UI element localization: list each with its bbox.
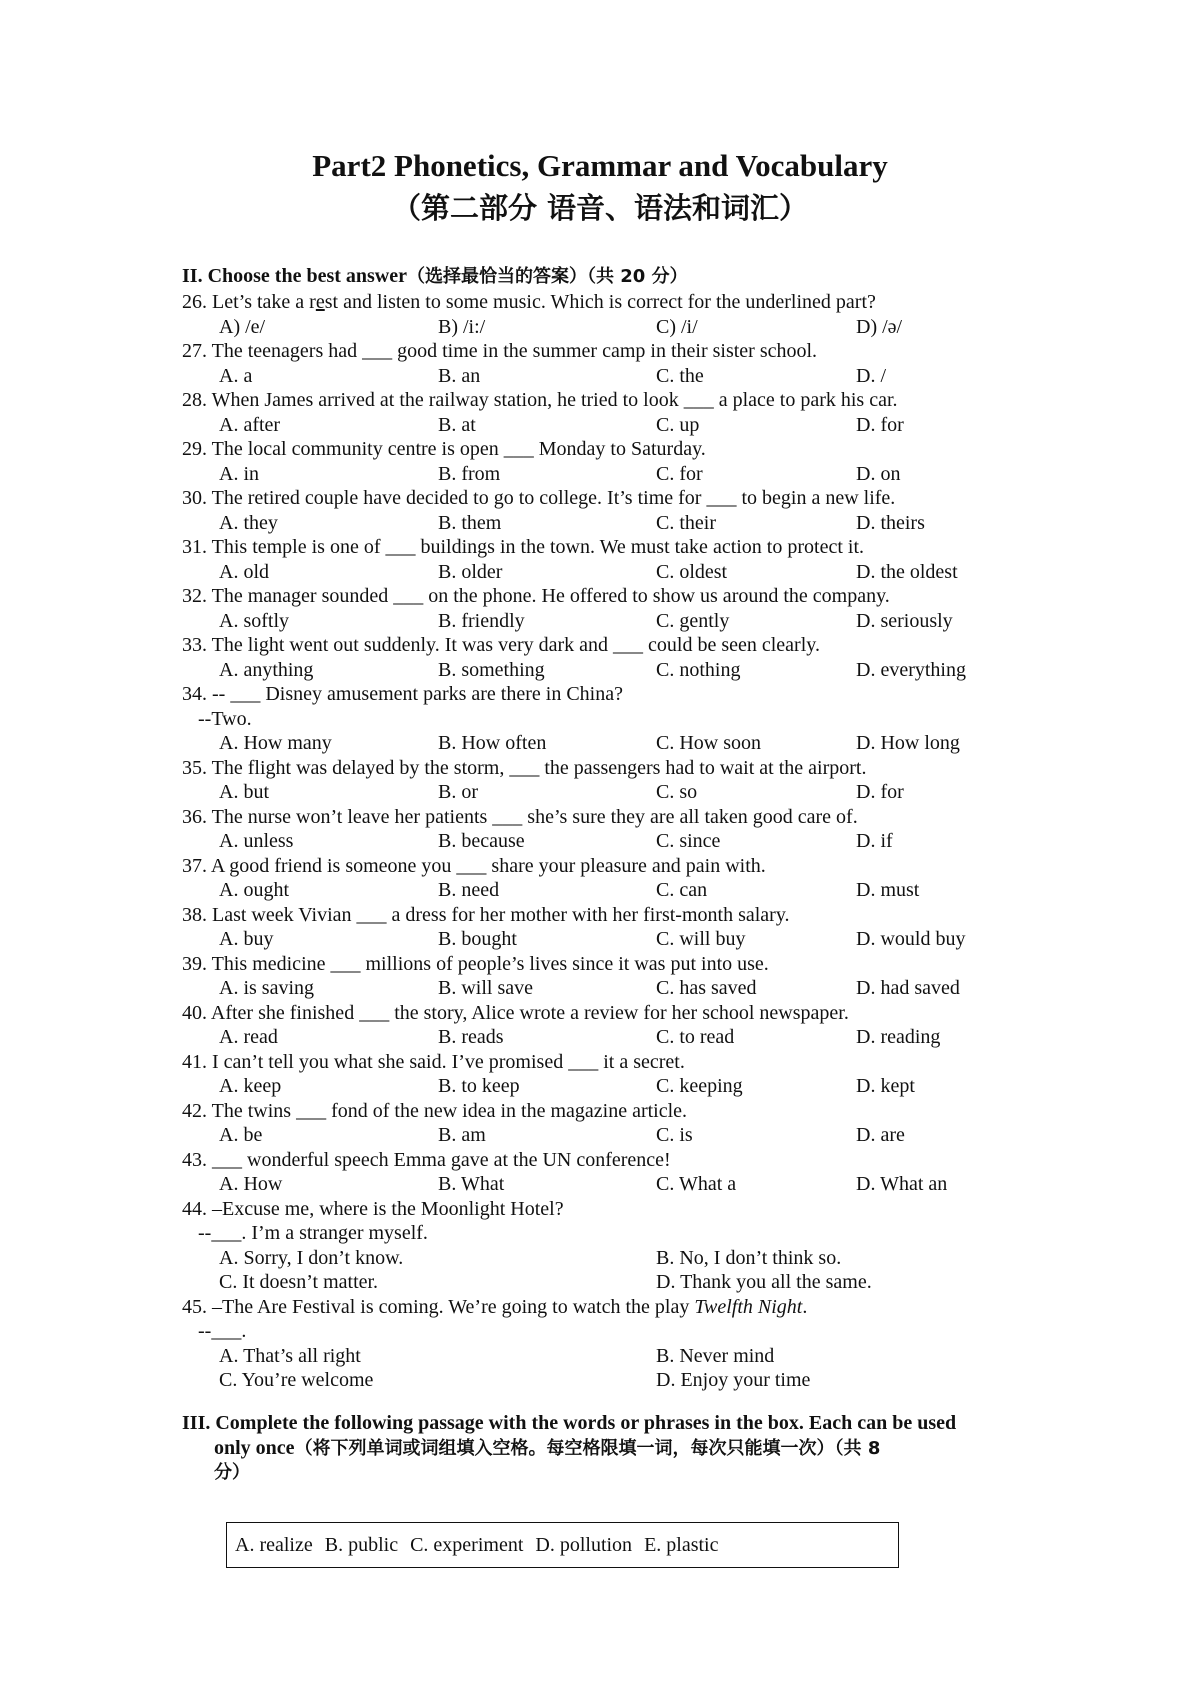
option: C. up bbox=[656, 413, 700, 436]
question-stem-text: 36. The nurse won’t leave her patients ___ she’s sure they are all taken good care of. bbox=[182, 805, 858, 828]
option-row bbox=[182, 462, 1042, 487]
section-2-heading bbox=[182, 264, 688, 290]
question-stem-text: 26. Let’s take a r bbox=[182, 291, 316, 313]
option: B. something bbox=[438, 658, 545, 681]
option: D. Enjoy your time bbox=[656, 1369, 811, 1391]
section-2-heading-en: II. Choose the best answer bbox=[182, 265, 407, 287]
question-stem bbox=[182, 903, 1042, 928]
play-title: Twelfth Night bbox=[694, 1295, 803, 1318]
question-stem bbox=[182, 1295, 1042, 1320]
option: D. are bbox=[856, 1124, 905, 1146]
option: B. will save bbox=[438, 977, 533, 999]
question-reply: --Two. bbox=[198, 707, 252, 730]
question-stem-text: 45. –The Are Festival is coming. We’re going to watch the play bbox=[182, 1295, 695, 1318]
option: A. a bbox=[219, 364, 253, 387]
question-stem-text: 34. -- ___ Disney amusement parks are there in China? bbox=[182, 683, 623, 705]
option: D. had saved bbox=[856, 977, 960, 999]
option: A) /e/ bbox=[219, 315, 266, 338]
option: B. because bbox=[438, 830, 525, 852]
page-title: Part2 Phonetics, Grammar and Vocabulary bbox=[312, 148, 888, 183]
option: B. older bbox=[438, 560, 503, 583]
option-row bbox=[182, 829, 1042, 854]
question-list bbox=[182, 290, 1042, 1393]
question-stem-text: 32. The manager sounded ___ on the phone. He offered to show us around the company. bbox=[182, 585, 890, 607]
option: D. everything bbox=[856, 658, 966, 681]
question-stem-text: 43. ___ wonderful speech Emma gave at the UN conference! bbox=[182, 1148, 671, 1171]
option: D. / bbox=[856, 364, 886, 387]
question-stem bbox=[182, 952, 1042, 977]
option: C. their bbox=[656, 511, 716, 534]
option: A. be bbox=[219, 1124, 263, 1146]
option: A. How bbox=[219, 1173, 283, 1195]
option-row bbox=[182, 413, 1042, 438]
word-box-item: E. plastic bbox=[644, 1534, 719, 1556]
option-row bbox=[182, 315, 1042, 340]
option: A. anything bbox=[219, 658, 314, 681]
option-row bbox=[182, 658, 1042, 683]
question-stem bbox=[182, 805, 1042, 830]
question-stem bbox=[182, 1197, 1042, 1222]
option: A. keep bbox=[219, 1075, 282, 1097]
question-stem bbox=[182, 486, 1042, 511]
option: A. That’s all right bbox=[219, 1344, 361, 1367]
option: A. unless bbox=[219, 830, 294, 852]
option: D. the oldest bbox=[856, 560, 958, 583]
question-stem-text: 29. The local community centre is open ___ Monday to Saturday. bbox=[182, 438, 706, 460]
option: D. Thank you all the same. bbox=[656, 1271, 872, 1293]
section-3-heading-en: III. Complete the following passage with the words or phrases in the box. Each can be used bbox=[182, 1412, 957, 1434]
option: A. ought bbox=[219, 879, 289, 901]
option: D. seriously bbox=[856, 609, 953, 632]
option: C. keeping bbox=[656, 1075, 743, 1097]
section-3-heading-only-once: only once bbox=[214, 1436, 295, 1459]
option: D. for bbox=[856, 413, 904, 436]
question-stem bbox=[182, 584, 1042, 609]
question-stem-end: . bbox=[802, 1295, 808, 1318]
option: D. must bbox=[856, 879, 920, 901]
option: B. What bbox=[438, 1173, 505, 1195]
option: A. read bbox=[219, 1026, 278, 1048]
question-stem bbox=[182, 682, 1042, 707]
underlined-letter: e bbox=[315, 291, 325, 313]
option: B. an bbox=[438, 364, 481, 387]
question-stem bbox=[182, 1148, 1042, 1173]
option-row bbox=[182, 1368, 1042, 1393]
option-row bbox=[182, 1246, 1042, 1271]
option-row bbox=[182, 364, 1042, 389]
question-stem bbox=[182, 1050, 1042, 1075]
question-stem bbox=[182, 854, 1042, 879]
question-stem bbox=[182, 633, 1042, 658]
option: C. How soon bbox=[656, 732, 762, 754]
option: A. they bbox=[219, 511, 278, 534]
question-stem-text: st and listen to some music. Which is correct for the underlined part? bbox=[324, 291, 876, 313]
option: B. them bbox=[438, 511, 502, 534]
option: B. or bbox=[438, 781, 478, 803]
word-box-item: A. realize bbox=[235, 1534, 313, 1556]
option: D. would buy bbox=[856, 928, 966, 950]
section-3-heading-cn: （将下列单词或词组填入空格。每空格限填一词，每次只能填一次）（共 8 bbox=[294, 1437, 881, 1459]
option: B. from bbox=[438, 462, 501, 485]
option: A. in bbox=[219, 462, 259, 485]
question-stem-text: 38. Last week Vivian ___ a dress for her mother with her first-month salary. bbox=[182, 903, 790, 926]
option: C) /i/ bbox=[656, 315, 698, 338]
option: A. old bbox=[219, 560, 269, 583]
option: A. buy bbox=[219, 928, 274, 950]
option: A. but bbox=[219, 781, 269, 803]
option: B. Never mind bbox=[656, 1344, 775, 1367]
option: D. if bbox=[856, 830, 893, 852]
option: D. for bbox=[856, 781, 904, 803]
option: D. theirs bbox=[856, 511, 925, 534]
option-row bbox=[182, 511, 1042, 536]
option: B) /i:/ bbox=[438, 315, 486, 338]
question-stem bbox=[182, 388, 1042, 413]
option-row bbox=[182, 878, 1042, 903]
option-row bbox=[182, 731, 1042, 756]
option-row bbox=[182, 927, 1042, 952]
question-stem bbox=[182, 437, 1042, 462]
option: D. How long bbox=[856, 732, 960, 754]
question-reply: --___. I’m a stranger myself. bbox=[198, 1222, 428, 1244]
question-stem-text: 44. –Excuse me, where is the Moonlight Hotel? bbox=[182, 1197, 564, 1220]
question-stem-text: 27. The teenagers had ___ good time in the summer camp in their sister school. bbox=[182, 340, 818, 362]
section-3-heading-cn-2: 分） bbox=[214, 1462, 250, 1483]
option: C. nothing bbox=[656, 658, 741, 681]
option-row bbox=[182, 780, 1042, 805]
option: D. reading bbox=[856, 1026, 941, 1048]
question-stem-text: 35. The flight was delayed by the storm, ___ the passengers had to wait at the airport. bbox=[182, 756, 867, 779]
word-box-item: B. public bbox=[324, 1534, 399, 1556]
option: A. is saving bbox=[219, 977, 314, 999]
option: C. for bbox=[656, 462, 703, 485]
option-row bbox=[182, 609, 1042, 634]
option: A. after bbox=[219, 413, 281, 436]
option: D. on bbox=[856, 462, 901, 485]
option-row bbox=[182, 1074, 1042, 1099]
question-stem-text: 33. The light went out suddenly. It was very dark and ___ could be seen clearly. bbox=[182, 634, 820, 656]
question-stem-text: 39. This medicine ___ millions of people’s lives since it was put into use. bbox=[182, 952, 769, 975]
option: C. oldest bbox=[656, 560, 728, 583]
word-box-item: D. pollution bbox=[535, 1534, 633, 1556]
word-box-item: C. experiment bbox=[410, 1534, 524, 1556]
option: C. has saved bbox=[656, 977, 757, 999]
question-stem bbox=[182, 290, 1042, 315]
option: B. reads bbox=[438, 1026, 504, 1048]
option: B. am bbox=[438, 1124, 486, 1146]
option: C. since bbox=[656, 830, 721, 852]
option: B. How often bbox=[438, 732, 547, 754]
option: B. bought bbox=[438, 928, 517, 950]
question-stem bbox=[182, 1001, 1042, 1026]
question-stem-text: 30. The retired couple have decided to go to college. It’s time for ___ to begin a new life. bbox=[182, 487, 896, 509]
option-row bbox=[182, 1344, 1042, 1369]
question-stem bbox=[182, 339, 1042, 364]
word-box bbox=[226, 1522, 899, 1568]
option: B. at bbox=[438, 413, 476, 436]
option: C. It doesn’t matter. bbox=[219, 1271, 379, 1293]
option-row bbox=[182, 1123, 1042, 1148]
option: C. gently bbox=[656, 609, 730, 632]
option: A. Sorry, I don’t know. bbox=[219, 1246, 404, 1269]
option: C. so bbox=[656, 781, 698, 803]
option-row bbox=[182, 1172, 1042, 1197]
option: B. friendly bbox=[438, 609, 525, 632]
option: D. What an bbox=[856, 1173, 948, 1195]
option: C. can bbox=[656, 879, 708, 901]
option: C. What a bbox=[656, 1173, 737, 1195]
option: A. How many bbox=[219, 732, 332, 754]
section-2-heading-cn: （选择最恰当的答案）（共 20 分） bbox=[407, 266, 688, 287]
option: D. kept bbox=[856, 1075, 915, 1097]
option: C. is bbox=[656, 1124, 693, 1146]
question-stem-text: 28. When James arrived at the railway station, he tried to look ___ a place to park his car. bbox=[182, 389, 898, 411]
option: C. to read bbox=[656, 1026, 735, 1048]
question-stem bbox=[182, 1099, 1042, 1124]
option-row bbox=[182, 560, 1042, 585]
question-stem-text: 42. The twins ___ fond of the new idea in the magazine article. bbox=[182, 1099, 688, 1122]
option: B. need bbox=[438, 879, 500, 901]
option: C. You’re welcome bbox=[219, 1369, 374, 1391]
option: A. softly bbox=[219, 609, 289, 632]
question-stem-text: 37. A good friend is someone you ___ share your pleasure and pain with. bbox=[182, 854, 766, 877]
page-subtitle: （第二部分 语音、语法和词汇） bbox=[391, 191, 809, 225]
option: B. to keep bbox=[438, 1075, 520, 1097]
option-row bbox=[182, 976, 1042, 1001]
option: C. the bbox=[656, 364, 704, 387]
option: C. will buy bbox=[656, 928, 746, 950]
section-3-heading bbox=[182, 1411, 1027, 1486]
question-stem bbox=[182, 756, 1042, 781]
question-stem bbox=[182, 535, 1042, 560]
question-reply: --___. bbox=[198, 1320, 247, 1342]
question-stem-text: 41. I can’t tell you what she said. I’ve promised ___ it a secret. bbox=[182, 1050, 685, 1073]
option-row bbox=[182, 1270, 1042, 1295]
question-stem-text: 31. This temple is one of ___ buildings in the town. We must take action to protect it. bbox=[182, 536, 865, 558]
question-stem-text: 40. After she finished ___ the story, Alice wrote a review for her school newspaper. bbox=[182, 1001, 849, 1024]
option: B. No, I don’t think so. bbox=[656, 1246, 842, 1269]
option-row bbox=[182, 1025, 1042, 1050]
option: D) /ə/ bbox=[856, 315, 903, 338]
section-3-heading-line2 bbox=[182, 1436, 1027, 1462]
